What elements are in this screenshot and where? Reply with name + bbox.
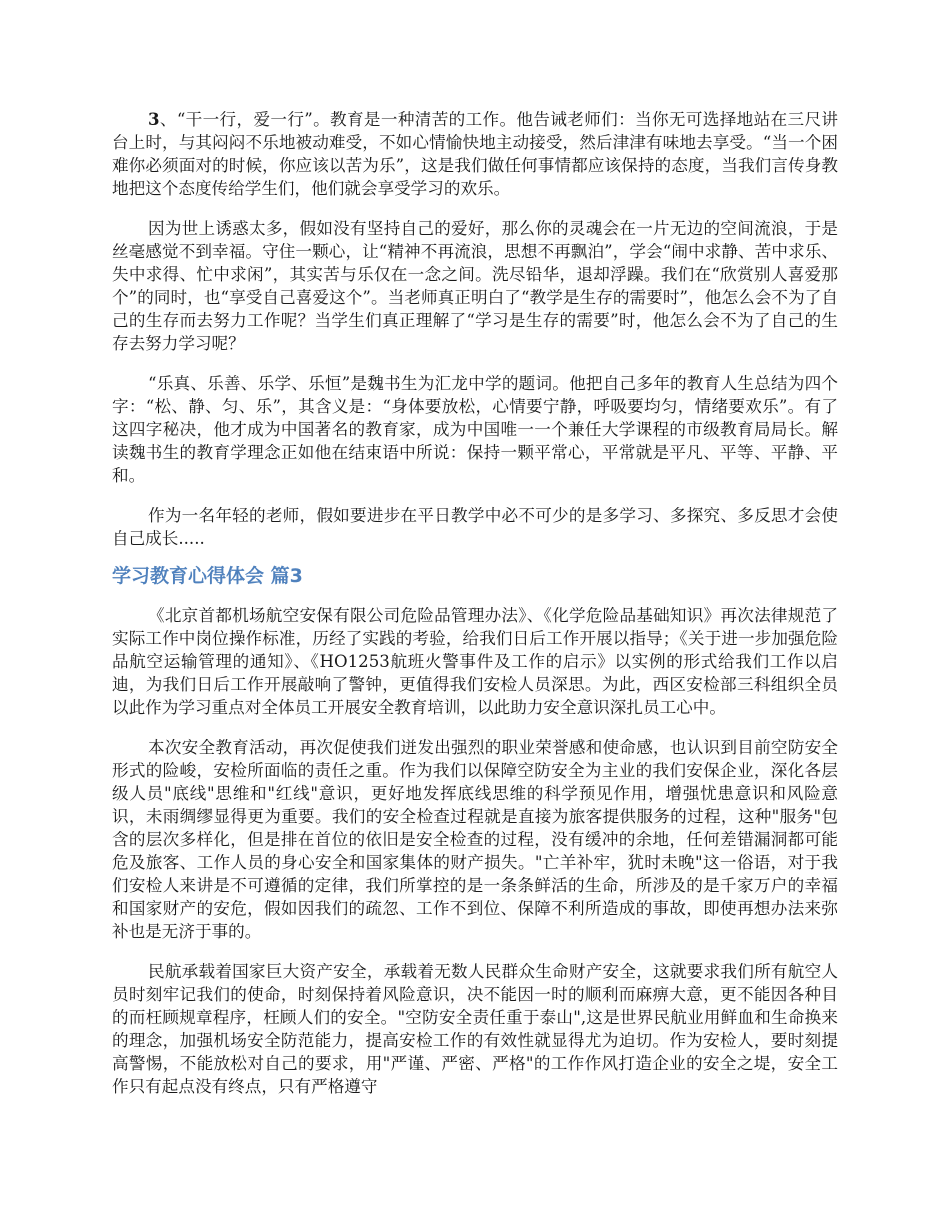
paragraph-2: 因为世上诱惑太多，假如没有坚持自己的爱好，那么你的灵魂会在一片无边的空间流浪，于是丝毫感觉不到幸福。守住一颗心，让“精神不再流浪，思想不再飘泊”，学会“闹中求静、苦中求乐、失中求得、忙中求闲”，其实苦与乐仅在一念之间。洗尽铅华，退却浮躁。我们在“欣赏别人喜爱那个”的同时，也“享受自己喜爱这个”。当老师真正明白了“教学是生存的需要时”，他怎么会不为了自己的生存而去努力工作呢？当学生们真正理解了“学习是生存的需要”时，他怎么会不为了自己的生存去努力学习呢？ xyxy=(112,219,838,353)
paragraph-4: 作为一名年轻的老师，假如要进步在平日教学中必不可少的是多学习、多探究、多反思才会使自己成长..... xyxy=(112,506,838,548)
paragraph-3: “乐真、乐善、乐学、乐恒”是魏书生为汇龙中学的题词。他把自己多年的教育人生总结为四个字：“松、静、匀、乐”，其含义是：“身体要放松，心情要宁静，呼吸要均匀，情绪要欢乐”。有了这四字秘决，他才成为中国著名的教育家，成为中国唯一一个兼任大学课程的市级教育局局长。解读魏书生的教育学理念正如他在结束语中所说：保持一颗平常心，平常就是平凡、平等、平静、平和。 xyxy=(112,374,838,485)
item-number: 3 xyxy=(148,109,160,129)
document-page xyxy=(112,108,838,1098)
paragraph-6: 本次安全教育活动，再次促使我们迸发出强烈的职业荣誉感和使命感，也认识到目前空防安全形式的险峻，安检所面临的责任之重。作为我们以保障空防安全为主业的我们安保企业，深化各层级人员"底线"思维和"红线"意识，更好地发挥底线思维的科学预见作用，增强忧患意识和风险意识，未雨绸缪显得更为重要。我们的安全检查过程就是直接为旅客提供服务的过程，这种"服务"包含的层次多样化，但是排在首位的依旧是安全检查的过程，没有缓冲的余地，任何差错漏洞都可能危及旅客、工作人员的身心安全和国家集体的财产损失。"亡羊补牢，犹时未晚"这一俗语，对于我们安检人来讲是不可遵循的定律，我们所掌控的是一条条鲜活的生命，所涉及的是千家万户的幸福和国家财产的安危，假如因我们的疏忽、工作不到位、保障不利所造成的事故，即使再想办法来弥补也是无济于事的。 xyxy=(112,738,838,941)
paragraph-text: 、“干一行，爱一行”。教育是一种清苦的工作。他告诫老师们：当你无可选择地站在三尺讲台上时，与其闷闷不乐地被动难受，不如心情愉快地主动接受，然后津津有味地去享受。“当一个困难你必须面对的时候，你应该以苦为乐”，这是我们做任何事情都应该保持的态度，当我们言传身教地把这个态度传给学生们，他们就会享受学习的欢乐。 xyxy=(112,110,838,198)
section-heading: 学习教育心得体会 篇3 xyxy=(112,565,303,587)
paragraph-1 xyxy=(112,108,838,200)
paragraph-7: 民航承载着国家巨大资产安全，承载着无数人民群众生命财产安全，这就要求我们所有航空人员时刻牢记我们的使命，时刻保持着风险意识，决不能因一时的顺利而麻痹大意，更不能因各种目的而枉顾规章程序，枉顾人们的安全。"空防安全责任重于泰山",这是世界民航业用鲜血和生命换来的理念，加强机场安全防范能力，提高安检工作的有效性就显得尤为迫切。作为安检人，要时刻提高警惕，不能放松对自己的要求，用"严谨、严密、严格"的工作作风打造企业的安全之堤，安全工作只有起点没有终点，只有严格遵守 xyxy=(112,962,838,1096)
paragraph-5: 《北京首都机场航空安保有限公司危险品管理办法》、《化学危险品基础知识》再次法律规范了实际工作中岗位操作标准，历经了实践的考验，给我们日后工作开展以指导；《关于进一步加强危险品航空运输管理的通知》、《HO1253航班火警事件及工作的启示》以实例的形式给我们工作以启迪，为我们日后工作开展敲响了警钟，更值得我们安检人员深思。为此，西区安检部三科组织全员以此作为学习重点对全体员工开展安全教育培训，以此助力安全意识深扎员工心中。 xyxy=(112,606,838,717)
